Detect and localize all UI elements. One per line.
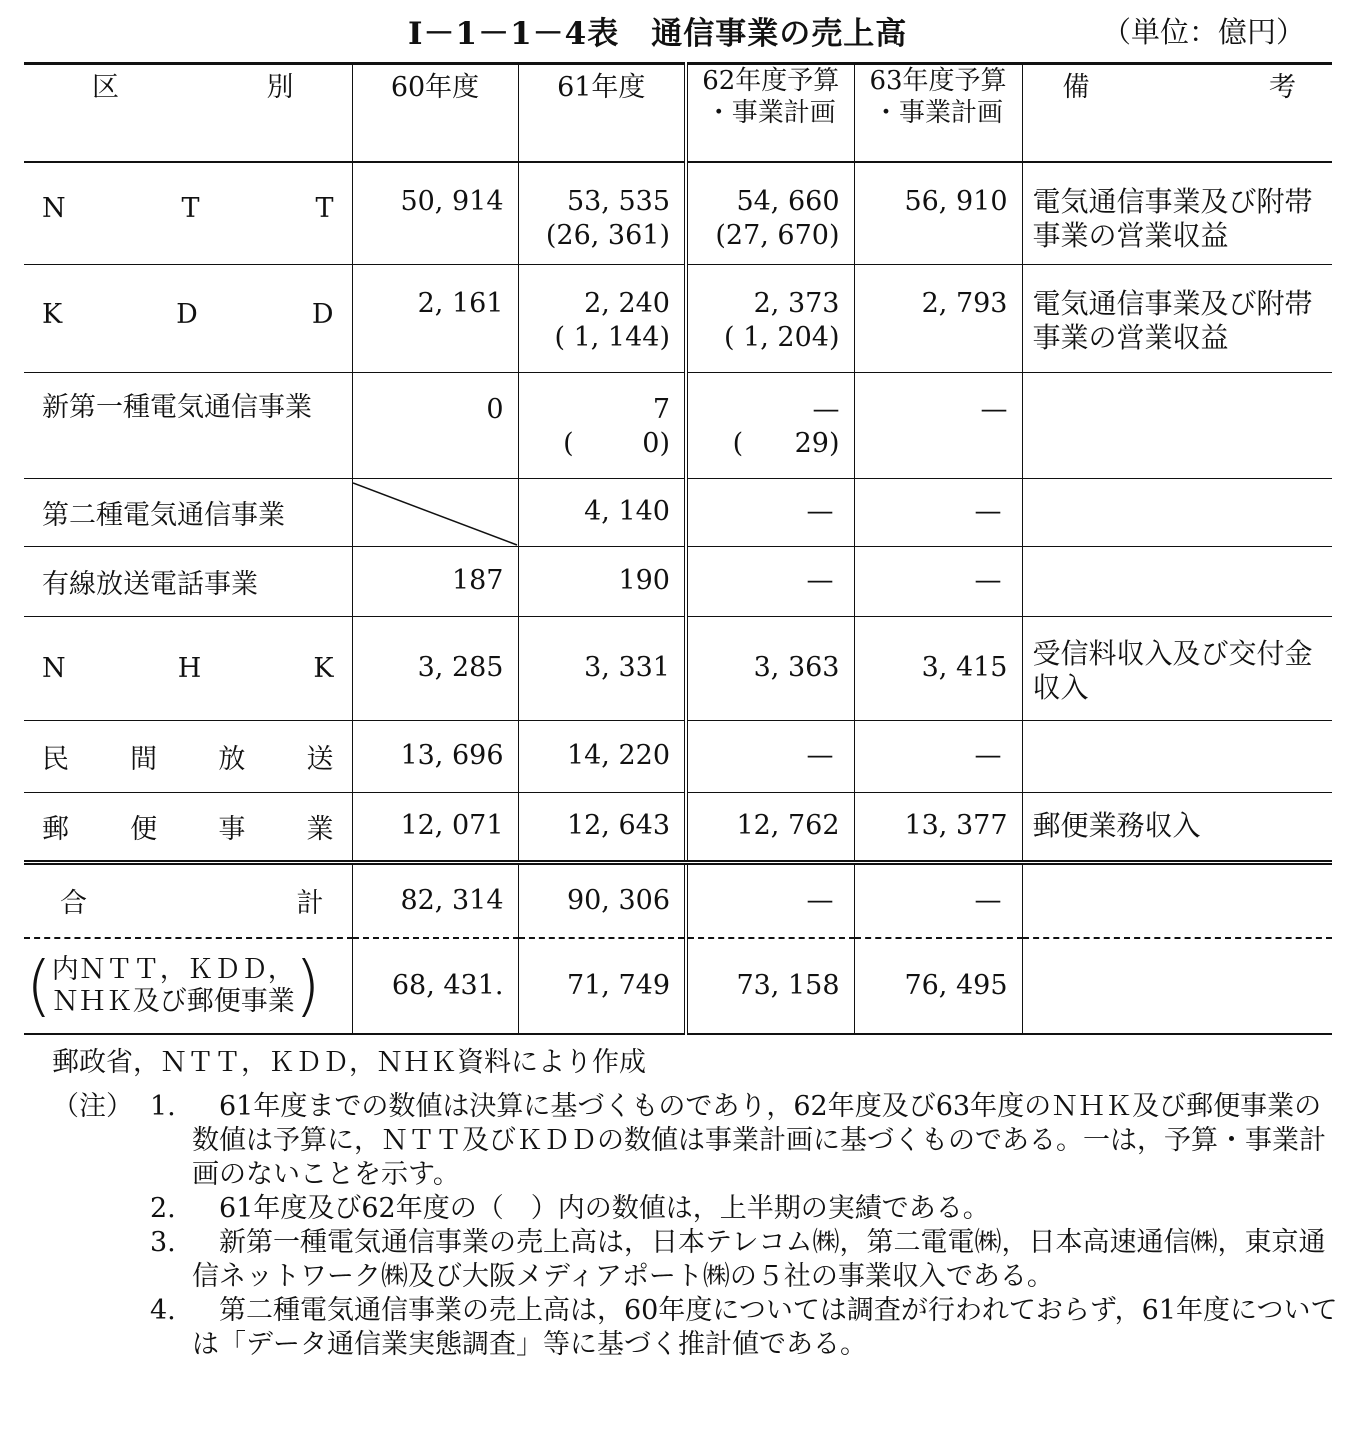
note-item: 3. 新第一種電気通信事業の売上高は，日本テレコム㈱，第二電電㈱，日本高速通信㈱，東京通信ネットワーク㈱及び大阪メディアポート㈱の５社の事業収入である。 [150,1227,1326,1292]
cell-fy62: — [686,720,854,792]
table-row [24,720,1332,792]
cell-fy62: 12, 762 [686,792,854,862]
row-label: 有線放送電話事業 [24,546,352,616]
subtotal-fy61: 71, 749 [518,938,686,1034]
subtotal-remarks [1022,938,1332,1034]
subtotal-fy60: 68, 431. [352,938,518,1034]
table-row [24,264,1332,372]
cell-fy62: 2, 373 ( 1, 204) [686,264,854,372]
cell-fy61: 190 [518,546,686,616]
table-row [24,372,1332,478]
cell-fy61: 53, 535 (26, 361) [518,162,686,264]
total-fy61: 90, 306 [518,862,686,938]
row-label: K D D [24,264,352,372]
table-row [24,478,1332,546]
cell-fy61: 7 ( 0) [518,372,686,478]
header-fy62: 62年度予算 ・事業計画 [686,64,854,163]
total-remarks [1022,862,1332,938]
cell-fy60: 50, 914 [352,162,518,264]
cell-fy63: 56, 910 [854,162,1022,264]
notes-label: （注） [52,1091,133,1122]
cell-fy63: 13, 377 [854,792,1022,862]
row-label: 新第一種電気通信事業 [24,372,352,478]
cell-fy63: — [854,546,1022,616]
subtotal-label: ( 内ＮＴＴ，ＫＤＤ， ＮＨＫ及び郵便事業 ) [24,938,352,1034]
cell-fy62: — [686,546,854,616]
cell-remarks: 受信料収入及び交付金収入 [1022,616,1332,720]
cell-remarks [1022,546,1332,616]
row-label: 第二種電気通信事業 [24,478,352,546]
subtotal-row [24,938,1332,1034]
table-title: Ⅰ－1－1－4表 通信事業の売上高 [408,16,908,52]
cell-remarks [1022,372,1332,478]
header-fy61: 61年度 [518,64,686,163]
cell-fy61: 3, 331 [518,616,686,720]
header-row [24,64,1332,163]
notes-section [52,1040,1342,1362]
total-label: 合 計 [24,862,352,938]
row-label: N T T [24,162,352,264]
header-category: 区 別 [24,64,352,163]
header-remarks: 備 考 [1022,64,1332,163]
cell-fy60: 12, 071 [352,792,518,862]
cell-fy61: 12, 643 [518,792,686,862]
table-row [24,546,1332,616]
table-row [24,616,1332,720]
row-label: 民 間 放 送 [24,720,352,792]
cell-fy60: 187 [352,546,518,616]
subtotal-fy63: 76, 495 [854,938,1022,1034]
cell-remarks [1022,720,1332,792]
cell-remarks: 電気通信事業及び附帯事業の営業収益 [1022,264,1332,372]
diagonal-slash-icon [353,479,519,547]
cell-fy62: 54, 660 (27, 670) [686,162,854,264]
cell-fy60: 0 [352,372,518,478]
note-item: 4. 第二種電気通信事業の売上高は，60年度については調査が行われておらず，61年度については「データ通信業実態調査」等に基づく推計値である。 [150,1295,1338,1360]
header-fy63: 63年度予算 ・事業計画 [854,64,1022,163]
cell-fy61: 14, 220 [518,720,686,792]
subtotal-fy62: 73, 158 [686,938,854,1034]
cell-fy63: — [854,478,1022,546]
table-row [24,162,1332,264]
cell-fy63: — [854,372,1022,478]
cell-fy62: 3, 363 [686,616,854,720]
note-item: （注） 1. 61年度までの数値は決算に基づくものであり，62年度及び63年度のＮＨＫ及び郵便事業の数値は予算に，ＮＴＴ及びＫＤＤの数値は事業計画に基づくものである。一は，予算・事業計画のないことを示す。 [52,1091,1326,1190]
cell-remarks: 電気通信事業及び附帯事業の営業収益 [1022,162,1332,264]
unit-label: （単位：億円） [1102,15,1306,49]
cell-fy62: — ( 29) [686,372,854,478]
source-line: 郵政省，ＮＴＴ，ＫＤＤ，ＮＨＫ資料により作成 [52,1047,646,1078]
table-row [24,792,1332,862]
row-label: N H K [24,616,352,720]
cell-fy61: 4, 140 [518,478,686,546]
cell-fy60: 13, 696 [352,720,518,792]
row-label: 郵 便 事 業 [42,813,334,845]
cell-fy63: 2, 793 [854,264,1022,372]
header-fy60: 60年度 [352,64,518,163]
cell-fy61: 2, 240 ( 1, 144) [518,264,686,372]
total-fy63: — [854,862,1022,938]
cell-fy60-diagonal [352,478,518,546]
sales-table [24,62,1332,1035]
total-row [24,862,1332,938]
cell-remarks: 郵便業務収入 [1022,792,1332,862]
cell-fy60: 3, 285 [352,616,518,720]
total-fy60: 82, 314 [352,862,518,938]
cell-fy60: 2, 161 [352,264,518,372]
table-title-bar [0,8,1357,52]
cell-fy62: — [686,478,854,546]
cell-fy63: 3, 415 [854,616,1022,720]
cell-fy63: — [854,720,1022,792]
cell-remarks [1022,478,1332,546]
note-item: 2. 61年度及び62年度の（ ）内の数値は，上半期の実績である。 [150,1193,990,1224]
total-fy62: — [686,862,854,938]
